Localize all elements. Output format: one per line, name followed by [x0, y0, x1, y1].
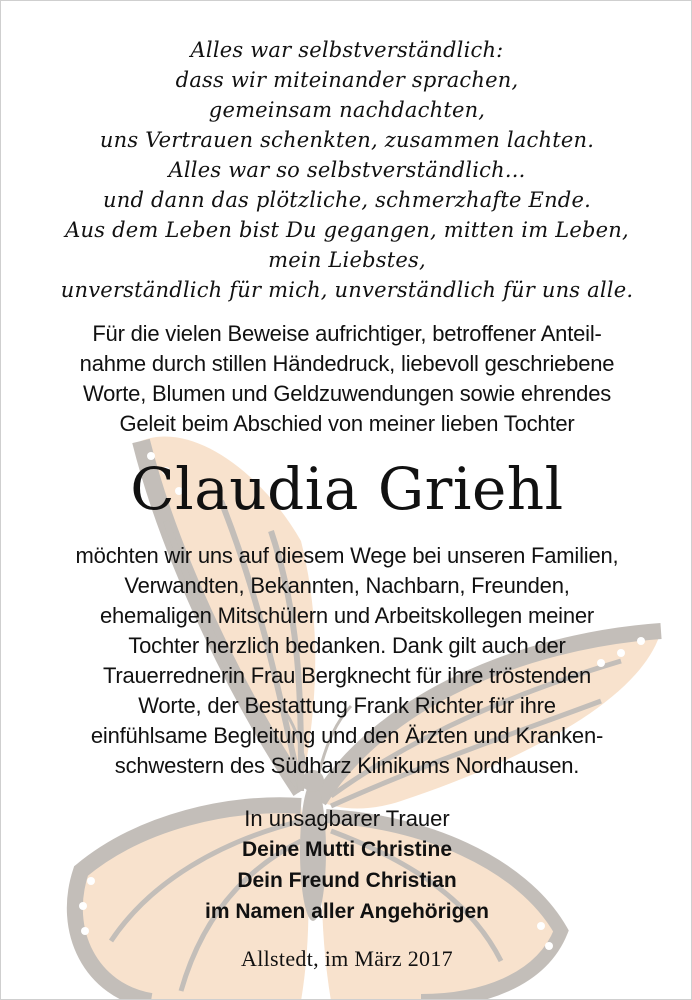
poem-line: dass wir miteinander sprachen,	[175, 68, 519, 92]
intro-line: Geleit beim Abschied von meiner lieben Tochter	[119, 411, 575, 436]
signature-lead: In unsagbarer Trauer	[244, 806, 450, 831]
thanks-line: einfühlsame Begleitung und den Ärzten und Kranken-	[90, 723, 604, 748]
poem-line: Alles war selbstverständlich:	[190, 38, 504, 62]
deceased-name: Claudia Griehl	[130, 455, 564, 523]
thanks-line: Trauerrednerin Frau Bergknecht für ihre tröstenden	[102, 663, 592, 688]
signature-name: Dein Freund Christian	[237, 869, 457, 892]
signature-block	[1, 804, 692, 927]
poem	[1, 35, 692, 305]
signature-name: im Namen aller Angehörigen	[205, 900, 489, 923]
poem-line: Alles war so selbstverständlich...	[168, 158, 526, 182]
poem-line: gemeinsam nachdachten,	[208, 98, 486, 122]
thanks-line: Worte, der Bestattung Frank Richter für ihre	[138, 693, 556, 718]
thanks-line: möchten wir uns auf diesem Wege bei unseren Familien,	[75, 543, 619, 568]
intro-line: Worte, Blumen und Geldzuwendungen sowie ehrendes	[82, 381, 612, 406]
thanks-line: Verwandten, Bekannten, Nachbarn, Freunden,	[124, 573, 570, 598]
poem-line: unverständlich für mich, unverständlich für uns alle.	[60, 278, 634, 302]
place-date: Allstedt, im März 2017	[241, 946, 453, 971]
thanks-line: ehemaligen Mitschülern und Arbeitskollegen meiner	[99, 603, 595, 628]
poem-line: mein Liebstes,	[268, 248, 426, 272]
poem-line: Aus dem Leben bist Du gegangen, mitten im Leben,	[65, 218, 629, 242]
signature-name: Deine Mutti Christine	[241, 838, 452, 861]
intro-line: nahme durch stillen Händedruck, liebevoll geschriebene	[79, 351, 615, 376]
poem-line: und dann das plötzliche, schmerzhafte Ende.	[103, 188, 591, 212]
intro-line: Für die vielen Beweise aufrichtiger, betroffener Anteil-	[92, 321, 602, 346]
thanks-line: Tochter herzlich bedanken. Dank gilt auch der	[128, 633, 566, 658]
thanks-paragraph	[1, 541, 692, 781]
poem-line: uns Vertrauen schenkten, zusammen lachten.	[99, 128, 595, 152]
intro-paragraph	[1, 319, 692, 439]
thanks-line: schwestern des Südharz Klinikums Nordhausen.	[114, 753, 580, 778]
